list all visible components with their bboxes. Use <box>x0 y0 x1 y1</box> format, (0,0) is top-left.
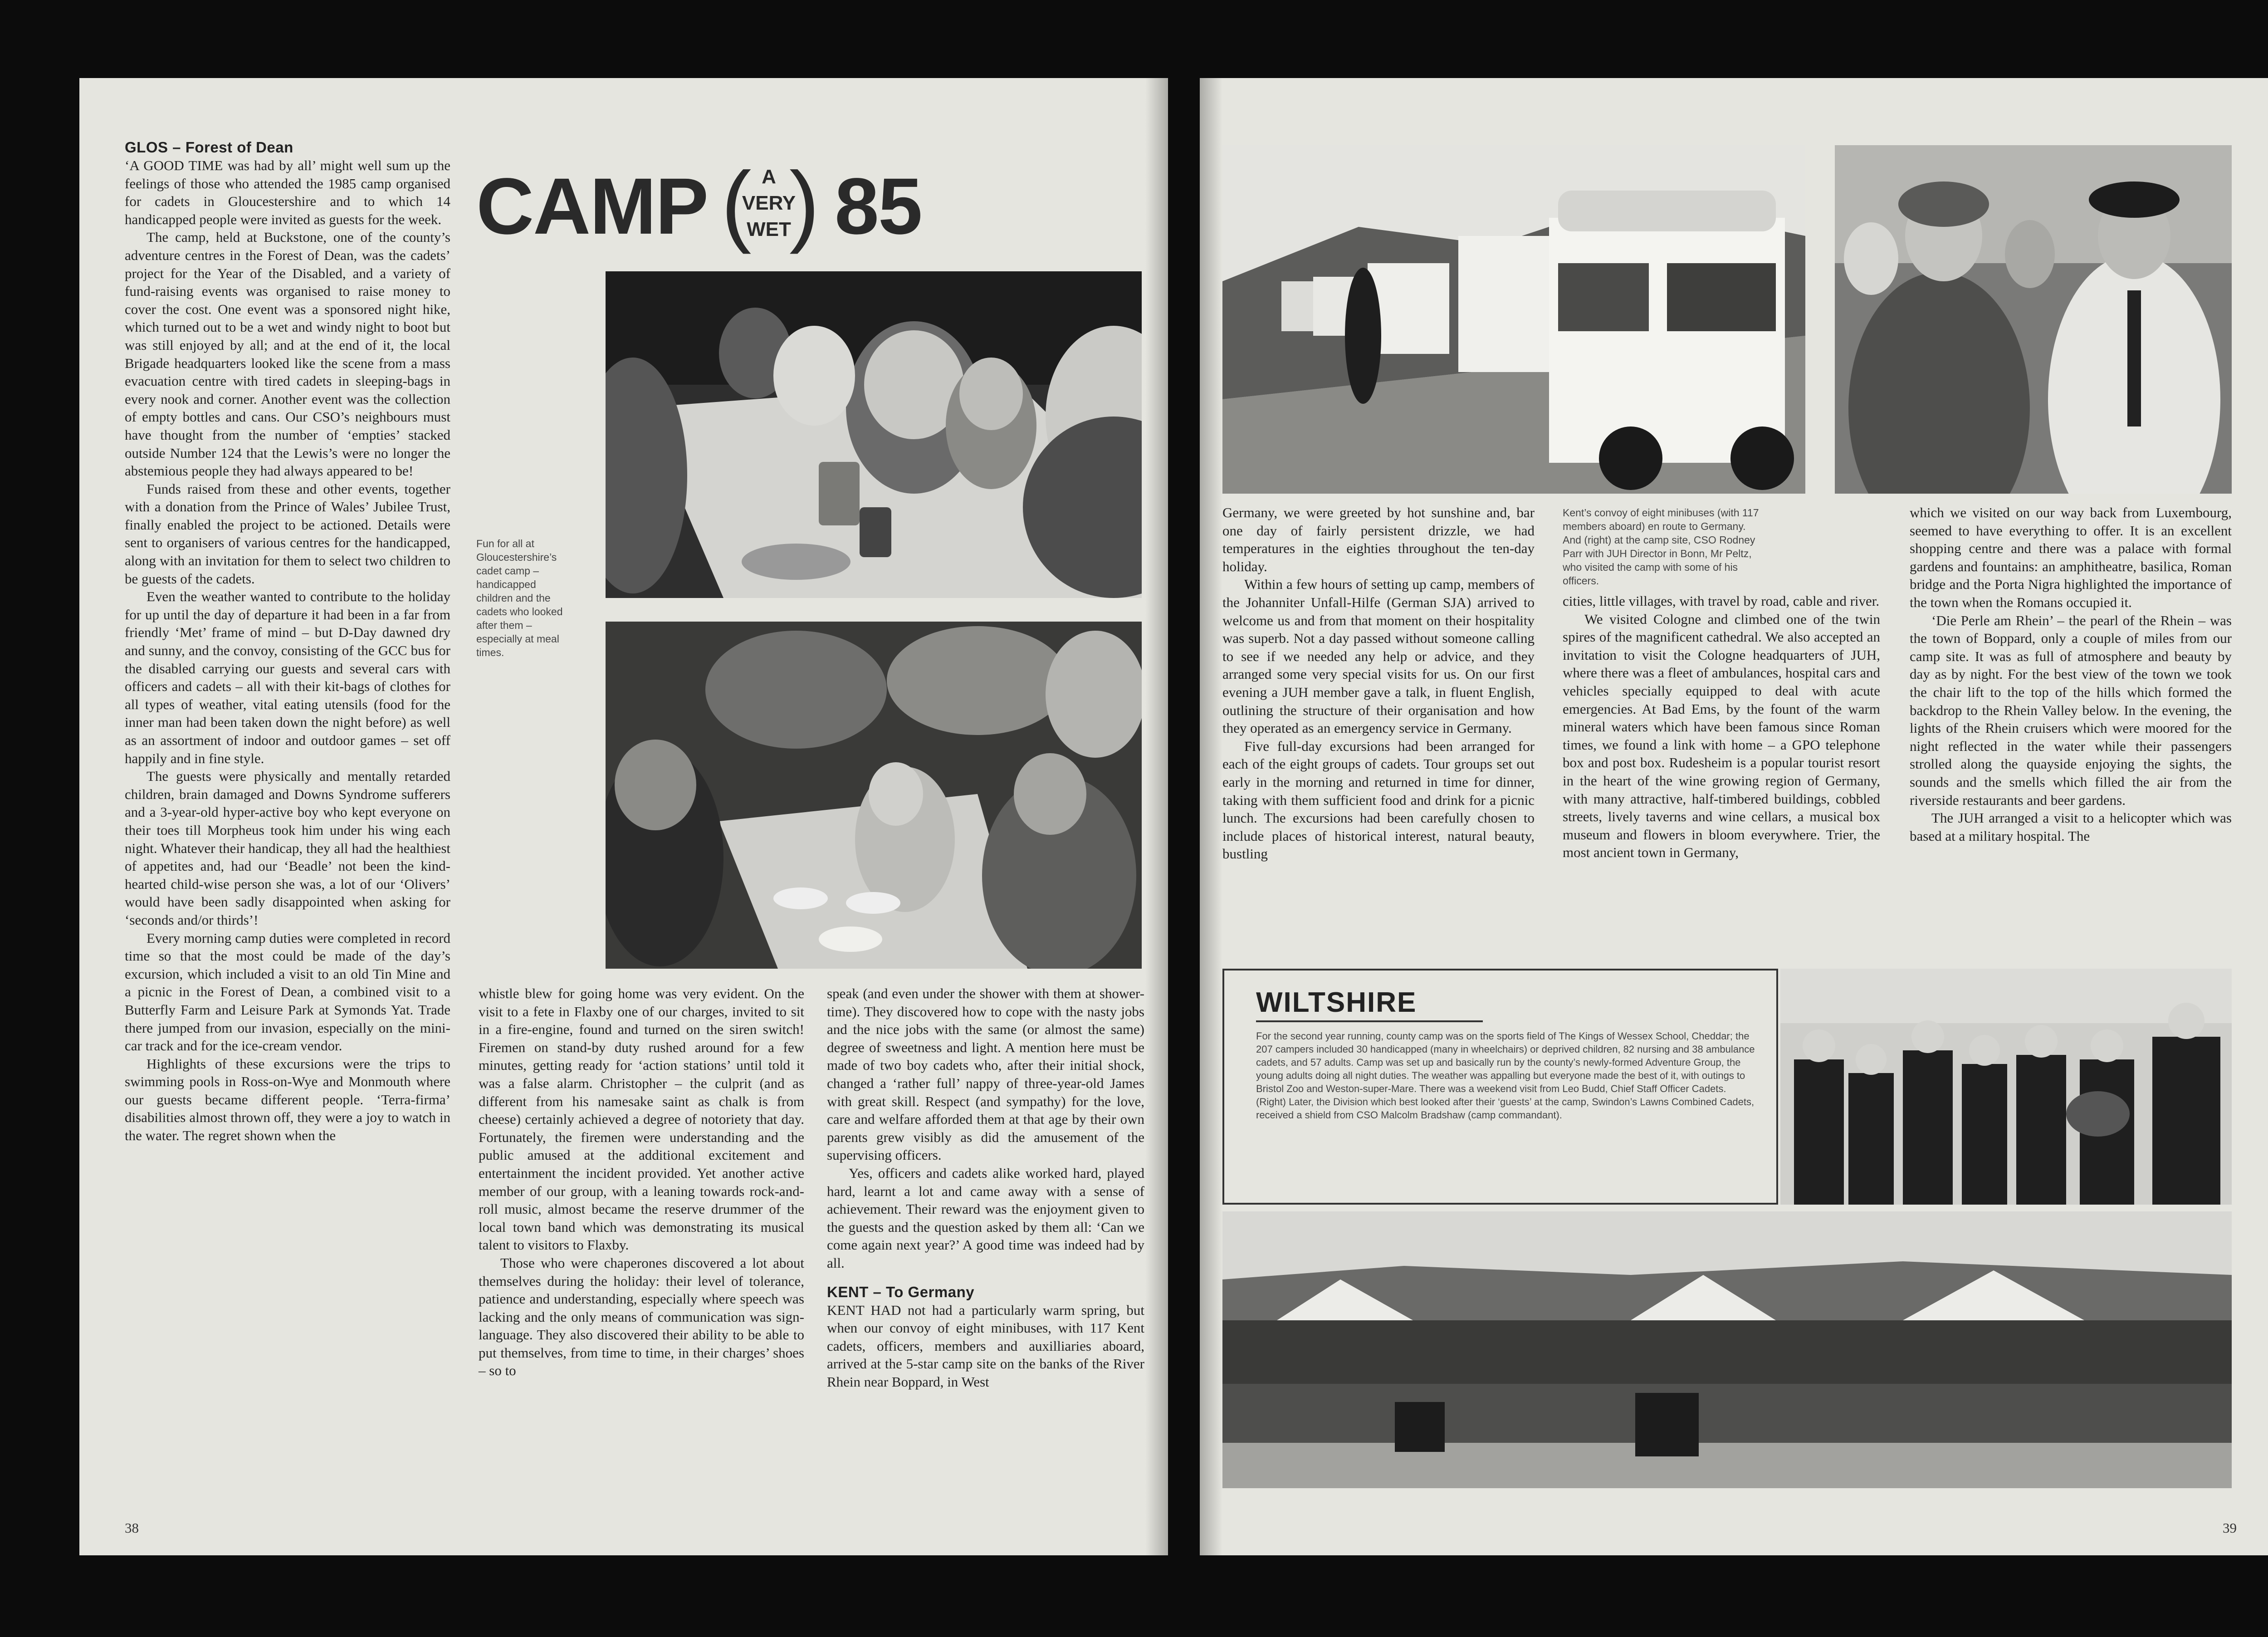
left-column-3 <box>827 985 1144 1391</box>
wiltshire-rule <box>1256 1020 1483 1022</box>
paragraph: Every morning camp duties were completed in record time so that the most could be made of the day’s excursion, which included a visit to an old Tin Mine and a picnic in the Forest of Dean, a combined visit to a Butterfly Farm and Leisure Park at Symonds Yat. Trade there jumped from our invasion, especially on the mini-car track and for the ice-cream vendor. <box>125 930 450 1054</box>
page-number-left: 38 <box>125 1520 139 1536</box>
right-column-3 <box>1910 504 2232 845</box>
paragraph: Funds raised from these and other events, together with a donation from the Prince of Wales’ Jubilee Trust, finally enabled the project to be actioned. Details were sent to organisers of various centres for the handicapped, along with an invitation for them to select two children to be guests of the cadets. <box>125 480 450 587</box>
title-85: 85 <box>835 162 922 251</box>
paragraph: ‘Die Perle am Rhein’ – the pearl of the Rhein – was the town of Boppard, only a couple of miles from our camp site. It was as full of atmosphere and beauty by day as by night. For the best view of the town we took the chair lift to the top of the hills which formed the backdrop to the Rhein Valley below. In the evening, the lights of the Rhein cruisers which were moored for the night reflected in the water while their passengers strolled along the quayside enjoying the sights, the sounds and the smells which filled the air from the riverside restaurants and beer gardens. <box>1910 612 2232 808</box>
title-left-paren: ( <box>721 153 752 255</box>
page-number-right: 39 <box>2223 1520 2237 1536</box>
paragraph: The guests were physically and mentally retarded children, brain damaged and Downs Syndrome sufferers and a 3-year-old hyper-active boy who kept everyone on their toes till Morpheus took him under his wing each night. Whatever their handicap, they all had the healthiest of appetites and, had our ‘Beadle’ not been the kind-hearted child-wise person she was, a lot of our ‘Olivers’ would have been sadly disappointed when asking for ‘seconds and/or thirds’! <box>125 768 450 928</box>
paragraph: whistle blew for going home was very evident. On the visit to a fete in Flaxby one of our charges, invited to sit in a fire-engine, found and turned on the siren switch! Firemen on stand-by duty rushed around for a few minutes, getting ready for ‘action stations’ until told it was a false alarm. Christopher – the culprit (and as different from his namesake saint as chalk is from cheese) certainly achieved a degree of notoriety that day. Fortunately, the firemen were understanding and the public amused at the additional excitement and entertainment the incident provided. Yet another active member of our group, with a leaning towards rock-and-roll music, almost became the reserve drummer of the local town band which was demonstrating its musical talent to visitors to Flaxby. <box>479 985 804 1253</box>
right-column-2 <box>1563 592 1880 862</box>
paragraph: KENT HAD not had a particularly warm spring, but when our convoy of eight minibuses, with 117 Kent cadets, officers, members and auxilliaries aboard, arrived at the 5-star camp site on the banks of the River Rhein near Boppard, in West <box>827 1302 1144 1390</box>
glos-photo-caption: Fun for all at Gloucestershire’s cadet camp – handicapped children and the cadets who looked after them – especially at meal times. <box>476 538 563 658</box>
left-column-1 <box>125 138 450 1145</box>
paragraph: Those who were chaperones discovered a lot about themselves during the holiday: their level of tolerance, patience and understanding, especially where speech was lacking and the only means of communication was sign-language. They also discovered their ability to be able to put themselves, from time to time, in their charges’ shoes – so to <box>479 1255 804 1379</box>
camp-85-title <box>476 153 957 255</box>
right-column-1 <box>1222 504 1535 863</box>
photo-children-at-table <box>606 271 1142 598</box>
right-gutter-shadow <box>1200 78 1222 1555</box>
paragraph: speak (and even under the shower with them at shower-time). They discovered how to cope with the nasty jobs and the nice jobs with the same (or almost the same) degree of sweetness and light. A mention here must be made of two boy cadets who, after their initial shock, changed a ‘rather full’ nappy of three-year-old James with great skill. Respect (and sympathy) for the love, care and welfare afforded them at that age by their own parents grew visibly as did the amusement of the supervising officers. <box>827 985 1144 1163</box>
wiltshire-text: For the second year running, county camp was on the sports field of The Kings of Wessex School, Cheddar; the 207 campers included 30 handicapped (many in wheelchairs) or deprived children, 82 nursing and 38 ambulance cadets, and 57 adults. Camp was set up and basically run by the county’s newly-formed Adventure Group, the young adults doing all night duties. The weather was appalling but everyone made the best of it, with outings to Bristol Zoo and Weston-super-Mare. There was a weekend visit from Leo Budd, Chief Staff Officer Cadets. (Right) Later, the Division which best looked after their ‘guests’ at the camp, Swindon’s Lawns Combined Cadets, received a shield from CSO Malcolm Bradshaw (camp commandant). <box>1256 1030 1755 1121</box>
wiltshire-box <box>1222 969 1778 1205</box>
paragraph: Five full-day excursions had been arranged for each of the eight groups of cadets. Tour groups set out early in the morning and returned in time for dinner, taking with them sufficient food and drink for a picnic lunch. The excursions had been carefully chosen to include places of historical interest, natural beauty, bustling <box>1222 738 1535 862</box>
paragraph: which we visited on our way back from Luxembourg, seemed to have everything to offer. It is an excellent shopping centre and there was a palace with formal gardens and fountains: an amphitheatre, basilica, Roman bridge and the Porta Nigra highlighted the importance of the town when the Romans occupied it. <box>1910 505 2232 610</box>
paragraph: The JUH arranged a visit to a helicopter which was based at a military hospital. The <box>1910 810 2232 844</box>
title-wet: WET <box>747 218 791 240</box>
paragraph: ‘A GOOD TIME was had by all’ might well sum up the feelings of those who attended the 1985 camp organised for cadets in Gloucestershire and to which 14 handicapped people were invited as guests for the week. <box>125 157 450 227</box>
paragraph: Highlights of these excursions were the trips to swimming pools in Ross-on-Wye and Monmouth where our guests became different people. ‘Terra-firma’ disabilities almost thrown off, they were a joy to watch in the water. The regret shown when the <box>125 1055 450 1144</box>
photo-shield-presentation <box>1780 969 2232 1205</box>
title-right-paren: ) <box>789 153 820 255</box>
kent-heading: KENT – To Germany <box>827 1283 975 1300</box>
left-gutter-shadow <box>1145 78 1168 1555</box>
photo-wiltshire-group <box>1222 1211 2232 1488</box>
kent-photo-caption: Kent’s convoy of eight minibuses (with 117 members aboard) en route to Germany. And (right) at the camp site, CSO Rodney Parr with JUH Director in Bonn, Mr Peltz, who visited the camp with some of his officers. <box>1563 507 1759 587</box>
photo-cso-with-juh-officers <box>1835 145 2232 494</box>
paragraph: We visited Cologne and climbed one of the twin spires of the magnificent cathedral. We also accepted an invitation to visit the Cologne headquarters of JUH, where there was a fleet of ambulances, hospital cars and vehicles specially equipped to deal with acute emergencies. At Bad Ems, by the fount of the warm mineral waters which have been famous since Roman times, we found a link with home – a GPO telephone box and post box. Rudesheim is a popular tourist resort in the heart of the wine growing region of Germany, with many attractive, half-timbered buildings, cobbled streets, lively taverns and wine cellars, a musical box museum and flowers in bloom everywhere. Trier, the most ancient town in Germany, <box>1563 611 1880 861</box>
paragraph: Yes, officers and cadets alike worked hard, played hard, learnt a lot and came away with a sense of achievement. Their reward was the enjoyment given to the guests and the question asked by them all: ‘Can we come again next year?’ A good time was indeed had by all. <box>827 1165 1144 1271</box>
paragraph: Germany, we were greeted by hot sunshine and, bar one day of fairly persistent drizzle, we had temperatures in the eighties throughout the ten-day holiday. <box>1222 505 1535 574</box>
paragraph: cities, little villages, with travel by road, cable and river. <box>1563 593 1880 609</box>
title-a: A <box>762 166 776 188</box>
wiltshire-heading: WILTSHIRE <box>1256 987 1417 1018</box>
photo-cadets-meal-time <box>606 622 1142 969</box>
title-camp: CAMP <box>476 162 708 251</box>
glos-heading: GLOS – Forest of Dean <box>125 139 293 156</box>
paragraph: Even the weather wanted to contribute to the holiday for up until the day of departure it had been in a far from friendly ‘Met’ frame of mind – but D-Day dawned dry and sunny, and the convoy, consisting of the GCC bus for the disabled carrying our guests and several cars with officers and cadets – all with their kit-bags of clothes for all types of weather, vital eating utensils (food for the inner man had been taken down the night before) as well as an assortment of indoor and outdoor games – set off happily and in fine style. <box>125 588 450 766</box>
left-column-2 <box>479 985 804 1380</box>
paragraph: The camp, held at Buckstone, one of the county’s adventure centres in the Forest of Dean, was the cadets’ project for the Year of the Disabled, and a variety of fund-raising events was organised to raise money to cover the cost. One event was a sponsored night hike, which turned out to be a wet and windy night to boot but was still enjoyed by all; and at the end of it, the local Brigade headquarters looked like the scene from a mass evacuation centre with tired cadets in sleeping-bags in every nook and corner. Another event was the collection of empty bottles and cans. Our CSO’s neighbours must have thought from the number of ‘empties’ stacked outside Number 124 that the Lewis’s were no longer the abstemious people they had always appeared to be! <box>125 229 450 479</box>
photo-minibus-convoy <box>1222 145 1805 494</box>
paragraph: Within a few hours of setting up camp, members of the Johanniter Unfall-Hilfe (German SJA) arrived to welcome us and from that moment on their hospitality was superb. Not a day passed without someone calling to see if we needed any help or advice, and they arranged some very special visits for us. On our first evening a JUH member gave a talk, in fluent English, outlining the structure of their organisation and how they operated as an emergency service in Germany. <box>1222 576 1535 736</box>
title-very: VERY <box>742 192 796 214</box>
